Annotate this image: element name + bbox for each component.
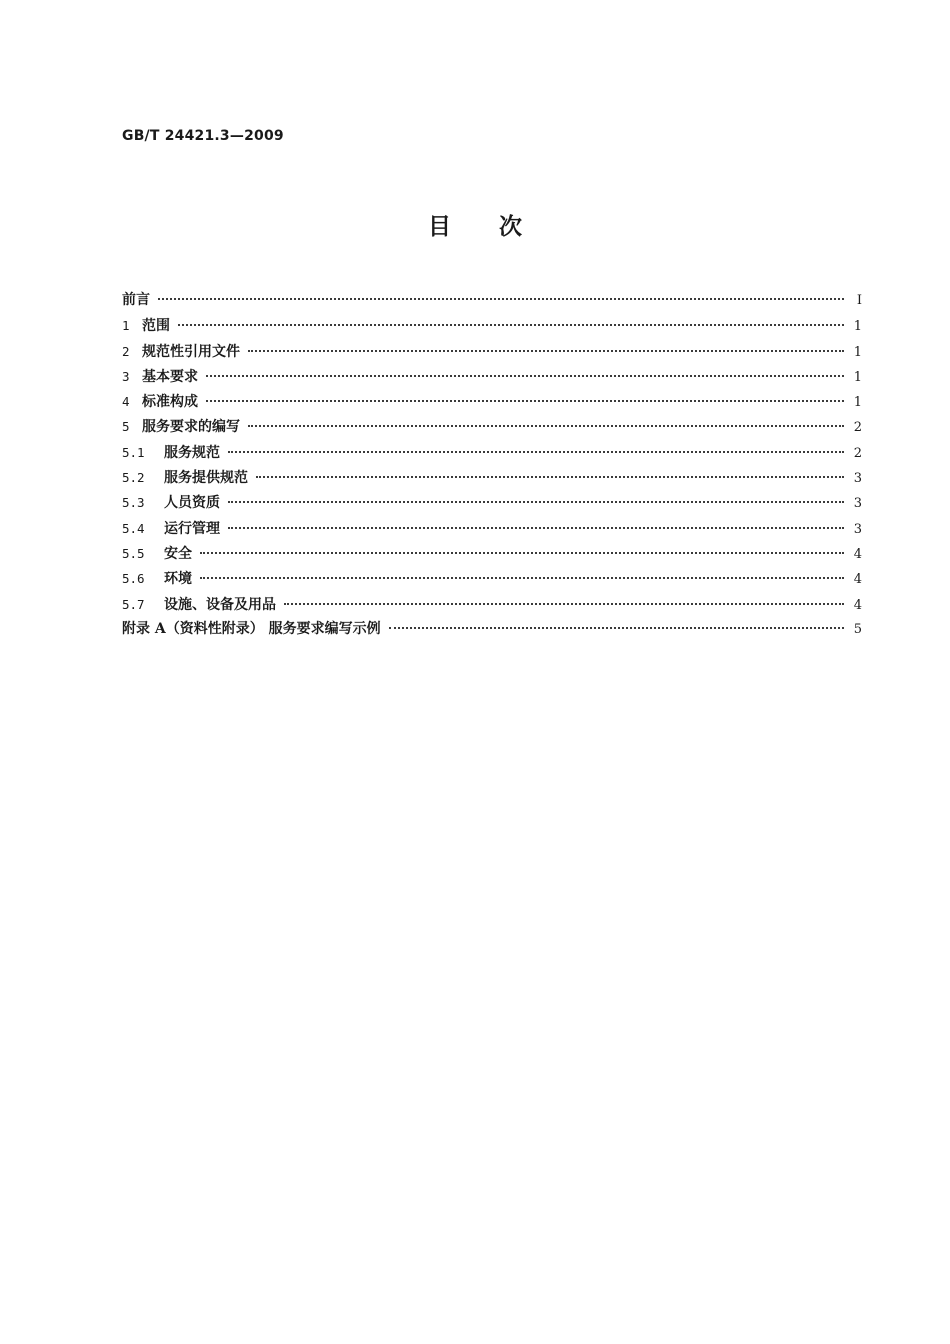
dot-leader — [206, 375, 844, 377]
toc-label: 运行管理 — [164, 520, 220, 537]
dot-leader — [248, 425, 844, 427]
dot-leader — [206, 400, 844, 402]
toc-entry-5-5[interactable] — [122, 541, 862, 566]
dot-leader — [228, 527, 844, 529]
dot-leader — [389, 627, 844, 629]
toc-label: 安全 — [164, 545, 192, 562]
toc-entry-5-3[interactable] — [122, 490, 862, 515]
toc-label: 范围 — [142, 318, 170, 335]
toc-number: 5.4 — [122, 520, 145, 536]
table-of-contents — [122, 288, 862, 642]
dot-leader — [158, 298, 844, 300]
toc-entry-2[interactable] — [122, 339, 862, 364]
standard-code: GB/T 24421.3—2009 — [122, 128, 284, 144]
dot-leader — [228, 501, 844, 503]
toc-page-number: Ⅰ — [856, 293, 862, 308]
dot-leader — [248, 350, 844, 352]
toc-entry-foreword[interactable] — [122, 288, 862, 313]
toc-page-number: 3 — [853, 471, 862, 487]
dot-leader — [200, 552, 844, 554]
toc-entry-annex-a[interactable] — [122, 617, 862, 642]
toc-page-number: 4 — [853, 572, 862, 588]
toc-number: 3 — [122, 368, 130, 384]
toc-page-number: 5 — [853, 621, 862, 637]
toc-entry-5-1[interactable] — [122, 440, 862, 465]
toc-entry-5-6[interactable] — [122, 566, 862, 591]
toc-entry-5[interactable] — [122, 414, 862, 439]
toc-page-number: 2 — [853, 445, 862, 461]
toc-number: 5.5 — [122, 545, 145, 561]
toc-number: 5.7 — [122, 596, 145, 612]
toc-entry-5-4[interactable] — [122, 516, 862, 541]
page-title: 目次 — [428, 214, 570, 240]
toc-page-number: 1 — [853, 344, 862, 360]
toc-label: 设施、设备及用品 — [164, 596, 276, 613]
toc-number: 1 — [122, 318, 130, 334]
toc-label: 服务规范 — [164, 444, 220, 461]
toc-page-number: 1 — [853, 395, 862, 411]
toc-number: 5.2 — [122, 470, 145, 486]
toc-number: 5.1 — [122, 444, 145, 460]
dot-leader — [178, 324, 844, 326]
toc-entry-3[interactable] — [122, 364, 862, 389]
toc-number: 2 — [122, 343, 130, 359]
toc-label: 人员资质 — [164, 495, 220, 512]
dot-leader — [228, 451, 844, 453]
toc-label: 服务要求的编写 — [142, 419, 240, 436]
toc-entry-5-2[interactable] — [122, 465, 862, 490]
toc-page-number: 4 — [853, 597, 862, 613]
toc-page-number: 3 — [853, 496, 862, 512]
toc-label: 附录 A（资料性附录） 服务要求编写示例 — [122, 620, 381, 637]
toc-page-number: 1 — [853, 319, 862, 335]
toc-number: 5.3 — [122, 495, 145, 511]
toc-label: 环境 — [164, 571, 192, 588]
toc-page-number: 4 — [853, 546, 862, 562]
toc-label: 标准构成 — [142, 394, 198, 411]
toc-number: 4 — [122, 394, 130, 410]
dot-leader — [200, 577, 844, 579]
dot-leader — [284, 603, 844, 605]
toc-label: 前言 — [122, 292, 150, 308]
toc-entry-5-7[interactable] — [122, 592, 862, 617]
toc-entry-1[interactable] — [122, 313, 862, 338]
toc-page-number: 1 — [853, 369, 862, 385]
toc-label: 基本要求 — [142, 368, 198, 385]
toc-label: 服务提供规范 — [164, 470, 248, 487]
toc-page-number: 2 — [853, 420, 862, 436]
toc-label: 规范性引用文件 — [142, 343, 240, 360]
toc-page-number: 3 — [853, 521, 862, 537]
toc-number: 5.6 — [122, 571, 145, 587]
toc-number: 5 — [122, 419, 130, 435]
dot-leader — [256, 476, 844, 478]
toc-entry-4[interactable] — [122, 389, 862, 414]
